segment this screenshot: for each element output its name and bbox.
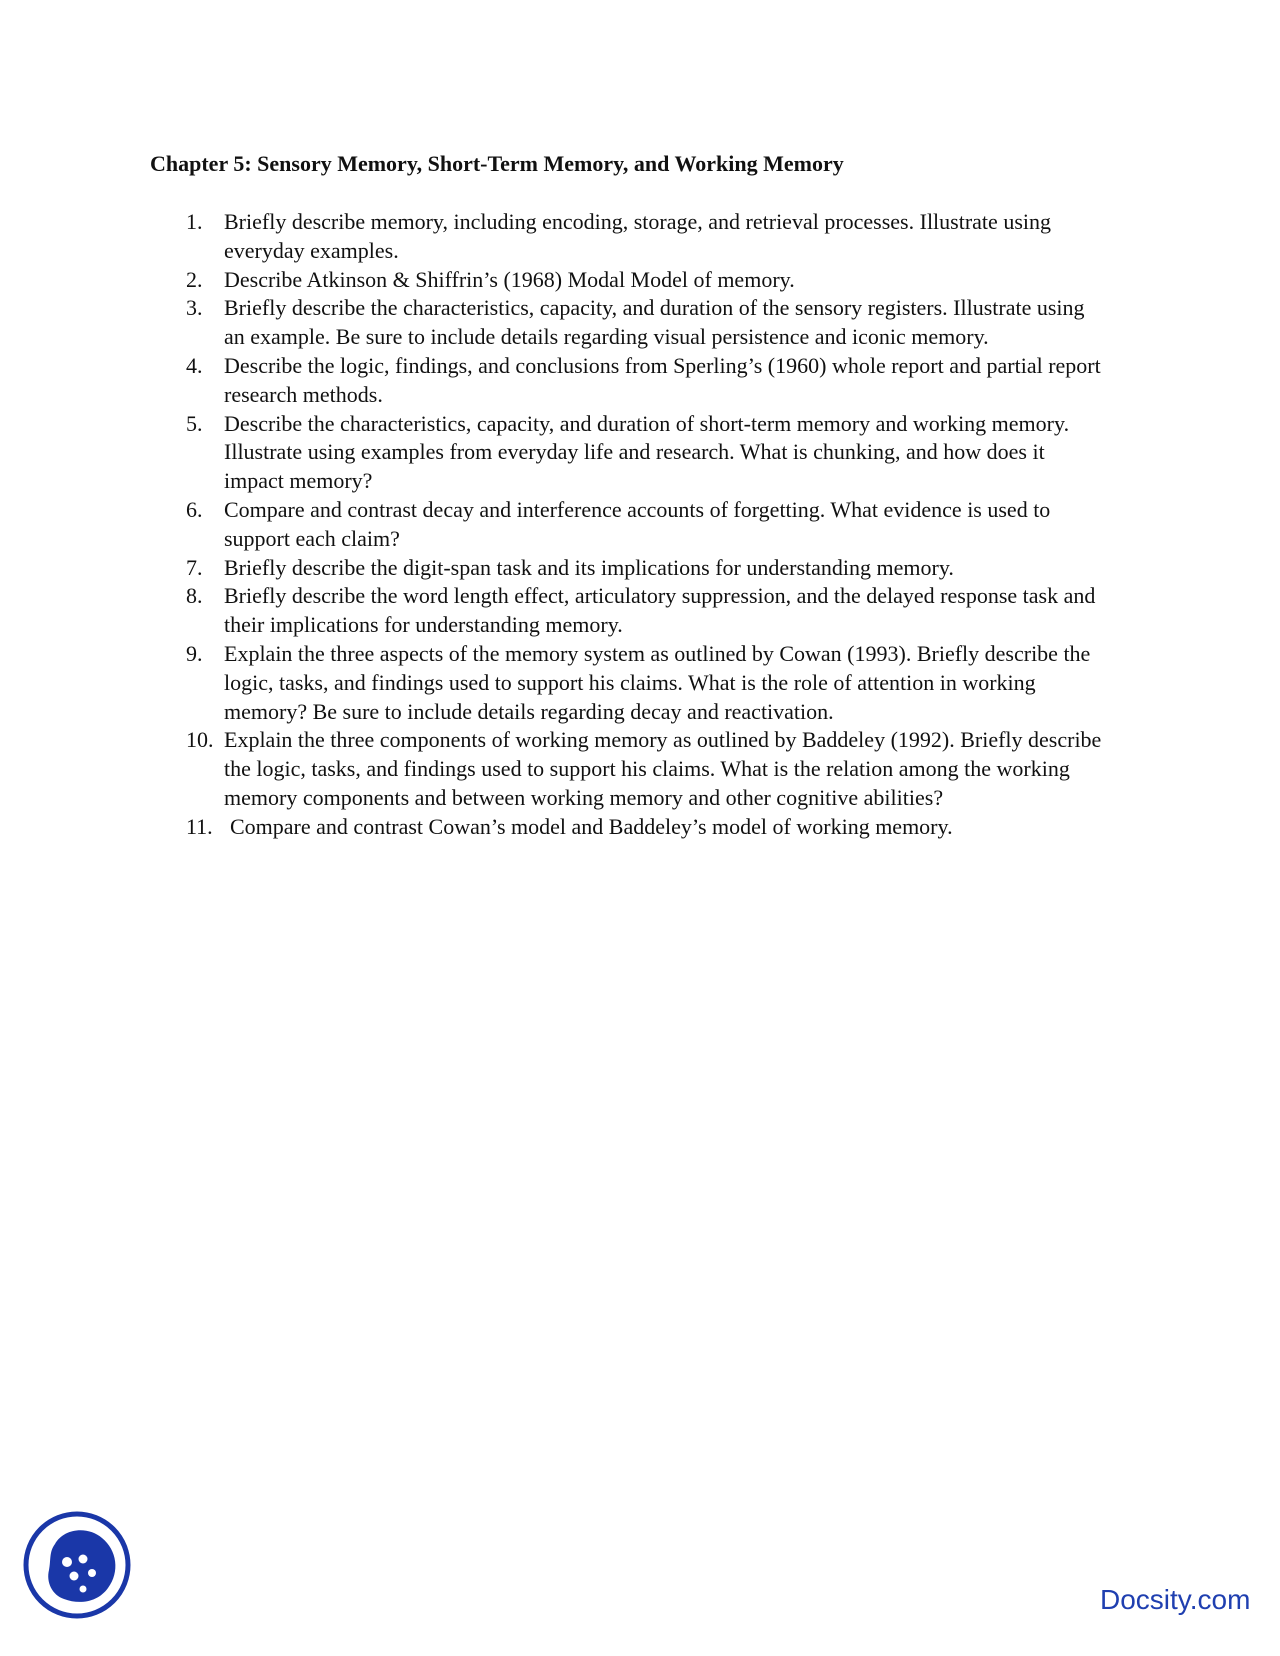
question-number: 4. bbox=[186, 352, 203, 378]
question-number: 5. bbox=[186, 410, 203, 436]
list-item bbox=[186, 294, 1106, 352]
question-text: Explain the three components of working memory as outlined by Baddeley (1992). Briefly describe the logic, tasks, and findings used to support his claims. What is the relation among the working memory components and between working memory and other cognitive abilities? bbox=[224, 727, 1102, 810]
question-number: 6. bbox=[186, 496, 203, 522]
list-item bbox=[186, 352, 1106, 410]
list-item bbox=[186, 726, 1106, 812]
brand-link[interactable]: Docsity.com bbox=[1100, 1584, 1251, 1615]
question-text: Describe the characteristics, capacity, and duration of short-term memory and working memory. Illustrate using examples from everyday life and research. What is chunking, and how does it impact memory? bbox=[224, 410, 1070, 494]
question-number: 2. bbox=[186, 266, 203, 292]
question-text: Explain the three aspects of the memory system as outlined by Cowan (1993). Briefly describe the logic, tasks, and findings used to support his claims. What is the role of attention in working memory? Be sure to include details regarding decay and reactivation. bbox=[224, 640, 1091, 724]
list-item bbox=[186, 813, 1106, 842]
list-item bbox=[186, 582, 1106, 640]
list-item bbox=[186, 410, 1106, 496]
list-item bbox=[186, 208, 1106, 266]
question-number: 11. bbox=[186, 813, 213, 839]
question-number: 3. bbox=[186, 295, 203, 321]
question-text: Describe the logic, findings, and conclusions from Sperling’s (1960) whole report and partial report research methods. bbox=[224, 352, 1101, 407]
list-item bbox=[186, 496, 1106, 554]
list-item bbox=[186, 554, 1106, 583]
question-number: 1. bbox=[186, 209, 203, 234]
list-item bbox=[186, 640, 1106, 726]
question-number: 7. bbox=[186, 554, 203, 580]
question-number: 10. bbox=[186, 727, 214, 753]
question-number: 8. bbox=[186, 583, 203, 609]
question-text: Briefly describe the word length effect, articulatory suppression, and the delayed response task and their implications for understanding memory. bbox=[224, 583, 1096, 638]
docsity-logo-icon bbox=[22, 1510, 132, 1620]
question-text: Briefly describe memory, including encoding, storage, and retrieval processes. Illustrate using everyday examples. bbox=[224, 209, 1051, 263]
question-text: Describe Atkinson & Shiffrin’s (1968) Modal Model of memory. bbox=[224, 266, 795, 292]
question-text: Compare and contrast decay and interference accounts of forgetting. What evidence is used to support each claim? bbox=[224, 496, 1051, 551]
question-text: Briefly describe the characteristics, capacity, and duration of the sensory registers. Illustrate using an example. Be sure to include details regarding visual persistence and iconic memory. bbox=[224, 295, 1085, 350]
question-text: Briefly describe the digit-span task and its implications for understanding memory. bbox=[224, 554, 954, 580]
question-list bbox=[186, 208, 1106, 842]
question-number: 9. bbox=[186, 640, 203, 666]
question-text: Compare and contrast Cowan’s model and Baddeley’s model of working memory. bbox=[230, 813, 953, 839]
page-title: Chapter 5: Sensory Memory, Short-Term Memory, and Working Memory bbox=[150, 151, 844, 176]
list-item bbox=[186, 266, 1106, 295]
